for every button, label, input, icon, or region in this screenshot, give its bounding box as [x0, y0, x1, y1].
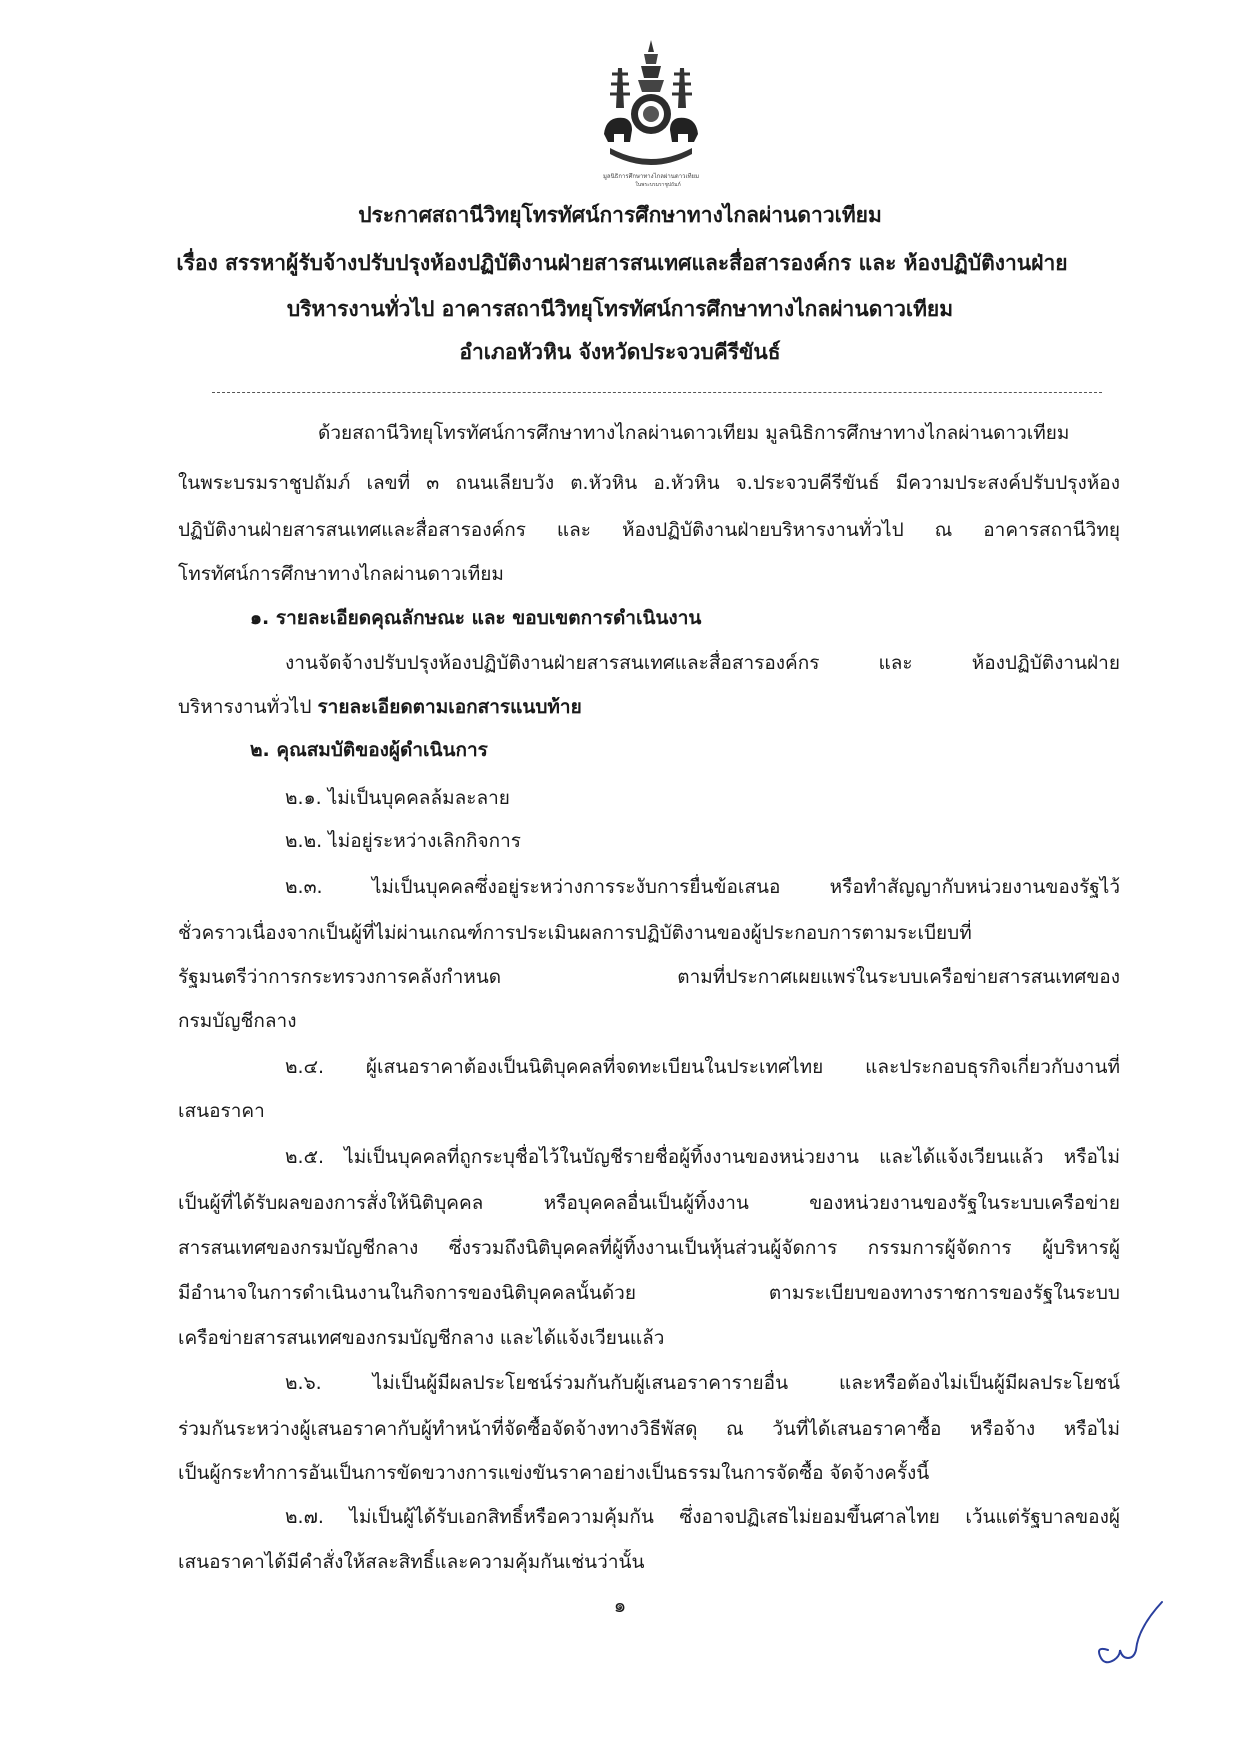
emblem-inscription: มูลนิธิการศึกษาทางไกลผ่านดาวเทียม	[602, 173, 700, 180]
announcement-title: ประกาศสถานีวิทยุโทรทัศน์การศึกษาทางไกลผ่านดาวเทียม	[358, 203, 882, 227]
subject-line-2: บริหารงานทั่วไป อาคารสถานีวิทยุโทรทัศน์การศึกษาทางไกลผ่านดาวเทียม	[286, 297, 954, 321]
item-2-2: ๒.๒. ไม่อยู่ระหว่างเลิกกิจการ	[285, 830, 521, 852]
page-number: ๑	[613, 1593, 627, 1617]
item-2-5-line-3: สารสนเทศของกรมบัญชีกลาง ซึ่งรวมถึงนิติบุคคลที่ผู้ทิ้งงานเป็นหุ้นส่วนผู้จัดการ กรรมการผู้จัดการ ผู้บริหารผู้	[178, 1237, 1120, 1259]
subject-line-1: เรื่อง สรรหาผู้รับจ้างปรับปรุงห้องปฏิบัติงานฝ่ายสารสนเทศและสื่อสารองค์กร และ ห้องปฏิบัติงานฝ่าย	[176, 251, 1068, 275]
item-2-6-line-2: ร่วมกันระหว่างผู้เสนอราคากับผู้ทำหน้าที่จัดซื้อจัดจ้างทางวิธีพัสดุ ณ วันที่ได้เสนอราคาซื้อ หรือจ้าง หรือไม่	[178, 1418, 1120, 1440]
item-2-4-line-2: เสนอราคา	[178, 1100, 265, 1122]
signature-icon	[1090, 1598, 1170, 1668]
item-2-5-line-1: ๒.๕. ไม่เป็นบุคคลที่ถูกระบุชื่อไว้ในบัญชีรายชื่อผู้ทิ้งงานของหน่วยงาน และได้แจ้งเวียนแล้ว หรือไม่	[285, 1146, 1120, 1168]
emblem-icon	[596, 38, 706, 188]
section-1-line-1: งานจัดจ้างปรับปรุงห้องปฏิบัติงานฝ่ายสารสนเทศและสื่อสารองค์กร และ ห้องปฏิบัติงานฝ่าย	[285, 652, 1120, 674]
emblem-inscription-sub: ในพระบรมราชูปถัมภ์	[635, 182, 681, 188]
item-2-3-line-2: ชั่วคราวเนื่องจากเป็นผู้ที่ไม่ผ่านเกณฑ์การประเมินผลการปฏิบัติงานของผู้ประกอบการตามระเบียบที่	[178, 922, 972, 944]
intro-line-1: ด้วยสถานีวิทยุโทรทัศน์การศึกษาทางไกลผ่านดาวเทียม มูลนิธิการศึกษาทางไกลผ่านดาวเทียม	[318, 422, 1070, 444]
intro-line-4: โทรทัศน์การศึกษาทางไกลผ่านดาวเทียม	[178, 563, 504, 585]
item-2-7-line-1: ๒.๗. ไม่เป็นผู้ได้รับเอกสิทธิ์หรือความคุ้มกัน ซึ่งอาจปฏิเสธไม่ยอมขึ้นศาลไทย เว้นแต่รัฐบาลของผู้	[285, 1506, 1120, 1528]
item-2-6-line-1: ๒.๖. ไม่เป็นผู้มีผลประโยชน์ร่วมกันกับผู้เสนอราคารายอื่น และหรือต้องไม่เป็นผู้มีผลประโยชน์	[285, 1372, 1120, 1394]
subject-line-3: อำเภอหัวหิน จังหวัดประจวบคีรีขันธ์	[459, 340, 781, 364]
item-2-6-line-3: เป็นผู้กระทำการอันเป็นการขัดขวางการแข่งขันราคาอย่างเป็นธรรมในการจัดซื้อ จัดจ้างครั้งนี้	[178, 1462, 930, 1484]
item-2-7-line-2: เสนอราคาได้มีคำสั่งให้สละสิทธิ์และความคุ้มกันเช่นว่านั้น	[178, 1551, 645, 1573]
item-2-5-line-5: เครือข่ายสารสนเทศของกรมบัญชีกลาง และได้แจ้งเวียนแล้ว	[178, 1327, 665, 1349]
section-1-attachment-note: รายละเอียดตามเอกสารแนบท้าย	[317, 696, 582, 718]
intro-line-2: ในพระบรมราชูปถัมภ์ เลขที่ ๓ ถนนเลียบวัง ต.หัวหิน อ.หัวหิน จ.ประจวบคีรีขันธ์ มีความประสงค์ปรับปรุงห้อง	[178, 472, 1120, 494]
dashed-divider	[212, 392, 1102, 393]
item-2-5-line-2: เป็นผู้ที่ได้รับผลของการสั่งให้นิติบุคคล หรือบุคคลอื่นเป็นผู้ทิ้งงาน ของหน่วยงานของรัฐในระบบเครือข่าย	[178, 1192, 1120, 1214]
item-2-5-line-4: มีอำนาจในการดำเนินงานในกิจการของนิติบุคคลนั้นด้วย ตามระเบียบของทางราชการของรัฐในระบบ	[178, 1282, 1120, 1304]
item-2-3-line-4: กรมบัญชีกลาง	[178, 1010, 297, 1032]
item-2-1: ๒.๑. ไม่เป็นบุคคลล้มละลาย	[285, 787, 510, 809]
section-2-title: ๒. คุณสมบัติของผู้ดำเนินการ	[250, 739, 488, 761]
section-1-line-2	[178, 694, 1120, 720]
item-2-3-line-3: รัฐมนตรีว่าการกระทรวงการคลังกำหนด ตามที่ประกาศเผยแพร่ในระบบเครือข่ายสารสนเทศของ	[178, 966, 1120, 988]
intro-line-3: ปฏิบัติงานฝ่ายสารสนเทศและสื่อสารองค์กร และ ห้องปฏิบัติงานฝ่ายบริหารงานทั่วไป ณ อาคารสถานีวิทยุ	[178, 519, 1120, 541]
section-1-title: ๑. รายละเอียดคุณลักษณะ และ ขอบเขตการดำเนินงาน	[250, 607, 702, 629]
item-2-4-line-1: ๒.๔. ผู้เสนอราคาต้องเป็นนิติบุคคลที่จดทะเบียนในประเทศไทย และประกอบธุรกิจเกี่ยวกับงานที่	[285, 1056, 1120, 1078]
item-2-3-line-1: ๒.๓. ไม่เป็นบุคคลซึ่งอยู่ระหว่างการระงับการยื่นข้อเสนอ หรือทำสัญญากับหน่วยงานของรัฐไว้	[285, 876, 1120, 898]
section-1-text: บริหารงานทั่วไป	[178, 696, 318, 718]
